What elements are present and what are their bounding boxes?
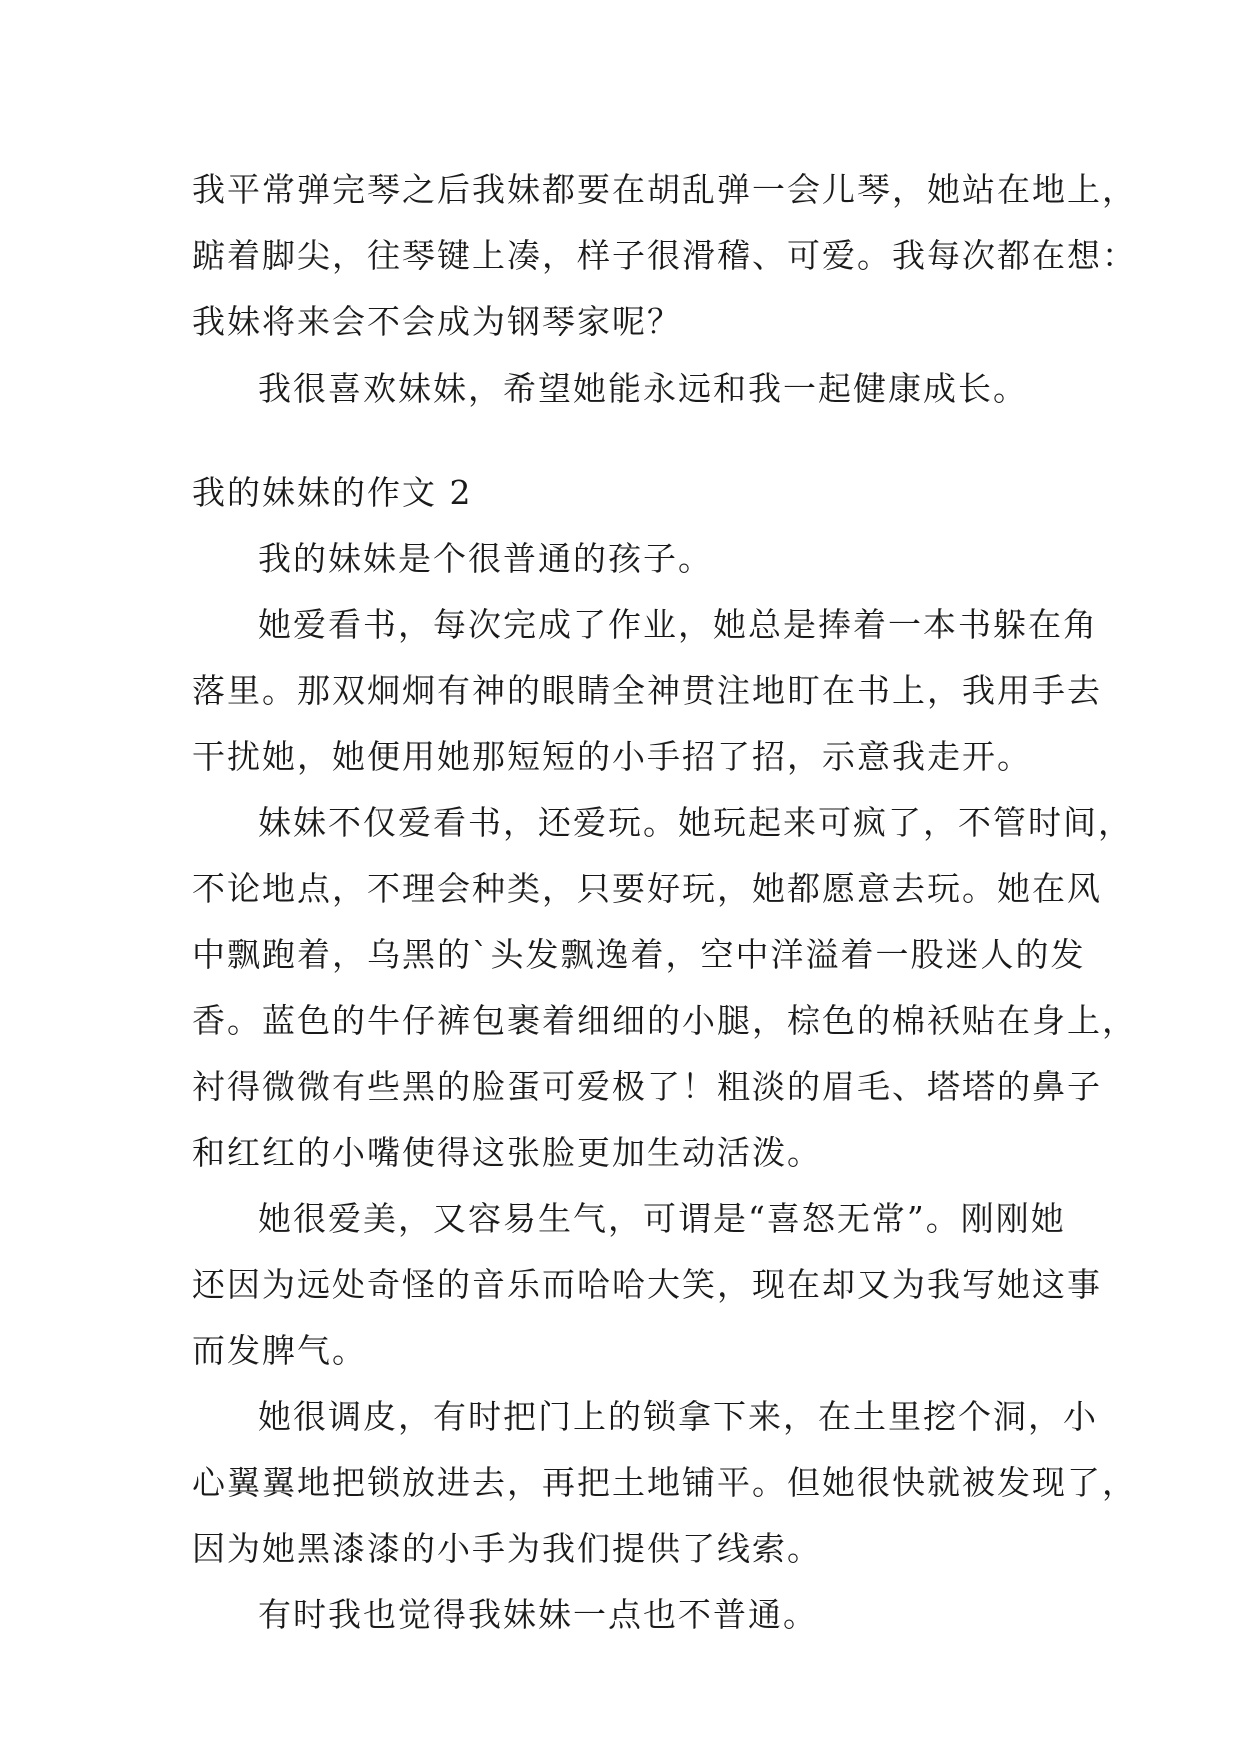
paragraph-line: 她很调皮，有时把门上的锁拿下来，在土里挖个洞，小 xyxy=(258,1397,1098,1436)
essay2-paragraph-intro xyxy=(192,526,1082,592)
paragraph-line: 踮着脚尖，往琴键上凑，样子很滑稽、可爱。我每次都在想： xyxy=(192,236,1137,275)
essay2-paragraph-temper xyxy=(192,1186,1102,1384)
paragraph-line: 落里。那双炯炯有神的眼睛全神贯注地盯在书上，我用手去 xyxy=(192,671,1102,710)
essay2-paragraph-reading xyxy=(192,592,1102,790)
essay1-paragraph-piano xyxy=(192,157,1137,355)
section-title: 我的妹妹的作文 2 xyxy=(192,473,473,512)
paragraph-line: 我妹将来会不会成为钢琴家呢？ xyxy=(192,302,682,341)
paragraph-line: 干扰她，她便用她那短短的小手招了招，示意我走开。 xyxy=(192,737,1032,776)
paragraph-line: 妹妹不仅爱看书，还爱玩。她玩起来可疯了，不管时间， xyxy=(258,803,1133,842)
paragraph-line: 衬得微微有些黑的脸蛋可爱极了！粗淡的眉毛、塔塔的鼻子 xyxy=(192,1067,1102,1106)
paragraph-line: 香。蓝色的牛仔裤包裹着细细的小腿，棕色的棉袄贴在身上， xyxy=(192,1001,1137,1040)
essay2-paragraph-closing xyxy=(192,1582,1082,1648)
paragraph-line: 和红红的小嘴使得这张脸更加生动活泼。 xyxy=(192,1133,822,1172)
paragraph-line: 中飘跑着，乌黑的`头发飘逸着，空中洋溢着一股迷人的发 xyxy=(192,935,1086,974)
paragraph-line: 我的妹妹是个很普通的孩子。 xyxy=(258,539,713,578)
paragraph-line: 她很爱美，又容易生气，可谓是“喜怒无常”。刚刚她 xyxy=(258,1199,1066,1238)
paragraph-line: 她爱看书，每次完成了作业，她总是捧着一本书躲在角 xyxy=(258,605,1098,644)
paragraph-line: 我平常弹完琴之后我妹都要在胡乱弹一会儿琴，她站在地上， xyxy=(192,170,1137,209)
essay2-title xyxy=(192,460,1082,526)
paragraph-line: 心翼翼地把锁放进去，再把土地铺平。但她很快就被发现了， xyxy=(192,1463,1137,1502)
paragraph-line: 而发脾气。 xyxy=(192,1331,367,1370)
essay2-paragraph-playing xyxy=(192,790,1137,1186)
essay1-paragraph-closing xyxy=(192,356,1082,422)
paragraph-line: 不论地点，不理会种类，只要好玩，她都愿意去玩。她在风 xyxy=(192,869,1102,908)
paragraph-line: 我很喜欢妹妹，希望她能永远和我一起健康成长。 xyxy=(258,369,1028,408)
paragraph-line: 因为她黑漆漆的小手为我们提供了线索。 xyxy=(192,1529,822,1568)
paragraph-line: 有时我也觉得我妹妹一点也不普通。 xyxy=(258,1595,818,1634)
essay2-paragraph-naughty xyxy=(192,1384,1137,1582)
paragraph-line: 还因为远处奇怪的音乐而哈哈大笑，现在却又为我写她这事 xyxy=(192,1265,1102,1304)
